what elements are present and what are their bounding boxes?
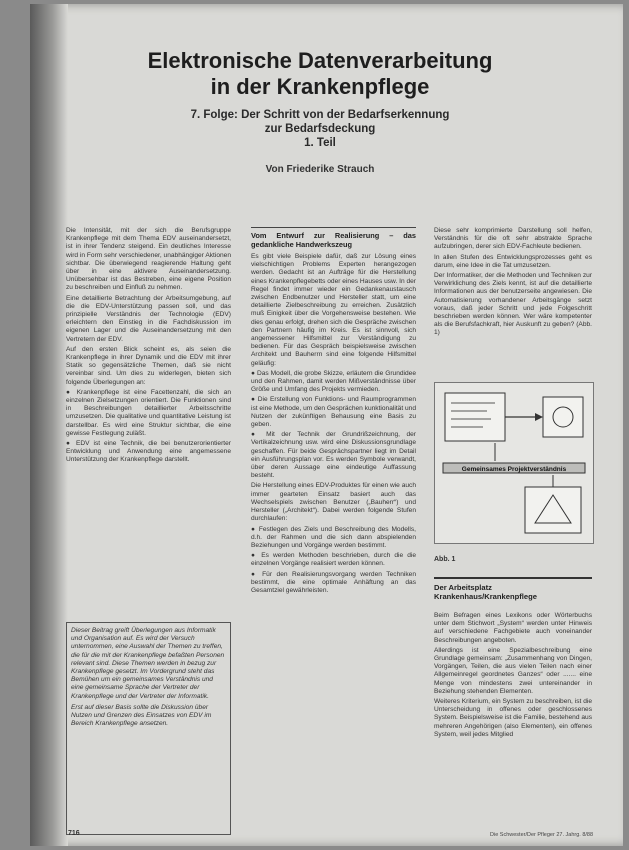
article-subtitle-line3: 1. Teil: [304, 137, 336, 149]
col1-paragraph: Die Intensität, mit der sich die Berufsgruppe Krankenpflege mit dem Thema EDV auseinandersetzt, ist in ihrer Tendenz steigend. Ein deutliches Interesse wird in Form sehr verschiedener, unabhängiger Aktionen sichtbar. Die überwiegend reagierende Haltung geht über in eine aktivere Auseinandersetzung. Unübersehbar ist das Bestreben, eine eigene Position zu beschreiben und Einfluß zu nehmen.: [66, 227, 231, 292]
text-column-1: [66, 227, 231, 467]
section-heading-line2: Krankenhaus/Krankenpflege: [434, 592, 537, 602]
col2-paragraph: ● Die Erstellung von Funktions- und Raumprogrammen ist eine Methode, um den Gesprächen kunktionalität und Nutzen der zukünftigen Behausung eine Basis zu geben.: [251, 396, 416, 429]
text-column-3-lower: [434, 612, 592, 739]
text-column-2: [251, 227, 416, 597]
col3-paragraph: Allerdings ist eine Spezialbeschreibung eine Grundlage gemeinsam: „Zusammenhang von Dingen, Vorgängen, Teilen, die aus vielen Teilen nach einer Allgemeinregel geordnetes Ganzes“ oder ....... eine Menge von mindestens zwei untereinander in Beziehung stehenden Elementen.: [434, 646, 592, 695]
figure-1-diagram: [434, 382, 594, 544]
col3-paragraph: Weiteres Kriterium, ein System zu beschreiben, ist die Unterscheidung in offenes oder geschlossenes System. Beispielsweise ist die Familie, bestehend aus mehreren Angehörigen (also Elementen), ein offenes System, weil jedes Mitglied: [434, 698, 592, 738]
col3-paragraph: In allen Stufen des Entwicklungsprozesses geht es darum, eine Idee in die Tat umzusetzen.: [434, 253, 592, 269]
col2-paragraph: ● Für den Realisierungsvorgang werden Techniken bestimmt, die eine optimale Anhäftung an das Gesamtziel gewährleisten.: [251, 570, 416, 594]
article-subtitle-line1: 7. Folge: Der Schritt von der Bedarfserkennung: [190, 109, 450, 121]
intro-box: [66, 622, 231, 835]
col2-heading: Vom Entwurf zur Realisierung – das gedankliche Handwerkszeug: [251, 227, 416, 249]
col1-paragraph: Eine detaillierte Betrachtung der Arbeitsumgebung, auf die die EDV-Unterstützung passen soll, und das prinzipielle Verständnis der Technologie (EDV) erleichtern den Einstieg in die Fachdiskussion im eigenen Lager und die Auseinandersetzung mit den Vertretern der EDV.: [66, 294, 231, 343]
diagram-box-bottom: [525, 487, 581, 533]
diagram-svg: [435, 383, 593, 543]
diagram-band-label: Gemeinsames Projektverständnis: [461, 466, 567, 473]
page-number: 716: [68, 830, 80, 837]
col2-paragraph: Es gibt viele Beispiele dafür, daß zur Lösung eines vielschichtigen Problems Experten herangezogen werden. Gedacht ist an Aufträge für die Herstellung eines Krankenpflegebetts oder eines Hauses usw. In der Regel findet immer wieder ein Gedankenaustausch zwischen Endbenutzer und Hersteller statt, um eine detaillierte Zielbeschreibung zu erreichen. Zusätzlich muß Einigkeit über die Vorgehensweise bestehen. Wie dies genau erfolgt, drehen sich die Gespräche zwischen den Partnern häufig im Kreis. Es ist sinnvoll, sich angemessener Hilfsmittel zur Verständigung zu bedienen. Für das Gespräch beispielsweise zwischen Architekt und Bauherrn sind eine folgende Hilfsmittel geläufig:: [251, 253, 416, 367]
col1-paragraph: Auf den ersten Blick scheint es, als seien die Krankenpflege in ihrer Dynamik und die EDV mit ihrer Statik so gegensätzliche Themen, daß sie nicht vereinbar sind. Um dies zu widerlegen, bieten sich folgende Überlegungen an:: [66, 345, 231, 386]
article-author: Von Friederike Strauch: [265, 164, 375, 175]
col2-paragraph: ● Festlegen des Ziels und Beschreibung des Modells, d.h. der Rahmen und die sich dann abspielenden Beziehungen und Vorgänge werden bestimmt.: [251, 525, 416, 549]
text-column-3: [434, 227, 592, 340]
diagram-arrowhead: [535, 413, 543, 421]
col3-paragraph: Beim Befragen eines Lexikons oder Wörterbuchs unter dem Stichwort „System“ werden unter Hinweis auf verschiedene Fachgebiete auch voneinander Beschreibungen angeboten.: [434, 612, 592, 644]
col2-paragraph: ● Das Modell, die grobe Skizze, erläutern die Grundidee und den Rahmen, damit werden Mißverständnisse über Größe und Umfang des Projekts vermieden.: [251, 369, 416, 394]
col2-paragraph: ● Mit der Technik der Grundrißzeichnung, der Vertikalzeichnung usw. wird eine Diskussionsgrundlage geschaffen. Für beide Gesprächspartner liegt im Detail ein Ausführungsplan vor. Es werden Symbole verwandt, über deren Aussage eine eindeutige Auffassung besteht.: [251, 431, 416, 480]
col1-paragraph: ● Krankenpflege ist eine Facettenzahl, die sich an einzelnen Zielsetzungen orientiert. Die Funktionen sind in Beschreibungen detaillierter Arbeitsschritte umzusetzen. Die qualitative und quantitative Leistung ist darstellbar. Es wird eine Struktur sichtbar, die eine gewisse Festlegung zuläßt.: [66, 388, 231, 437]
col3-paragraph: Der Informatiker, der die Methoden und Techniken zur Verwirklichung des Ziels kennt, ist auf die detaillierte Informationen aus der benutzerseite angewiesen. Die Automatisierung vorhandener Arbeitsgänge setzt voraus, daß jeder Schritt und jede Folgeschritt beschrieben werden können. Wer wäre kompetenter als die Berufsfachkraft, hier Auskunft zu geben? (Abb. 1): [434, 272, 592, 337]
box-paragraph: Erst auf dieser Basis sollte die Diskussion über Nutzen und Grenzen des Einsatzes von EDV im Bereich Krankenpflege ansetzen.: [71, 703, 212, 728]
diagram-box-right: [543, 397, 583, 437]
col2-paragraph: ● Es werden Methoden beschrieben, durch die die einzelnen Vorgänge realisiert werden können.: [251, 552, 416, 568]
col1-paragraph: ● EDV ist eine Technik, die bei benutzerorientierter Entwicklung und Anwendung eine angemessene Unterstützung der Krankenpflege darstellt.: [66, 440, 231, 464]
figure-caption: Abb. 1: [434, 556, 456, 563]
article-subtitle-line2: zur Bedarfsdeckung: [264, 123, 376, 135]
col2-paragraph: Die Herstellung eines EDV-Produktes für einen wie auch immer gearteten Einsatz basiert auch das Wechselspiels zwischen Benutzer („Bauherr“) und Hersteller („Architekt“). Dabei werden folgende Stufen durchlaufen:: [251, 482, 416, 523]
box-paragraph: Dieser Beitrag greift Überlegungen aus Informatik und Organisation auf. Es wird der Versuch unternommen, eine Auswahl der Themen zu treffen, die für die mit der Krankenpflege befaßten Personen relevant sind. Diese Themen werden in bezug zur Krankenpflege gesetzt. Im Vordergrund steht das Bemühen um ein gemeinsames Verständnis und eine gemeinsame Sprache der Vertreter der Krankenpflege und der Vertreter der Informatik.: [71, 627, 225, 700]
col3-paragraph: Diese sehr komprimierte Darstellung soll helfen, Verständnis für die oft sehr abstrakte Sprache aufzubringen, derer sich EDV-Fachleute bedienen.: [434, 227, 592, 251]
section-heading-line1: Der Arbeitsplatz: [434, 583, 492, 592]
article-title-line1: Elektronische Datenverarbeitung: [147, 48, 493, 73]
section-heading: [434, 577, 592, 601]
diagram-box-left: [445, 393, 505, 441]
article-title-line2: in der Krankenpflege: [210, 74, 430, 99]
journal-source: Die Schwester/Der Pfleger 27. Jahrg. 8/88: [490, 832, 594, 838]
